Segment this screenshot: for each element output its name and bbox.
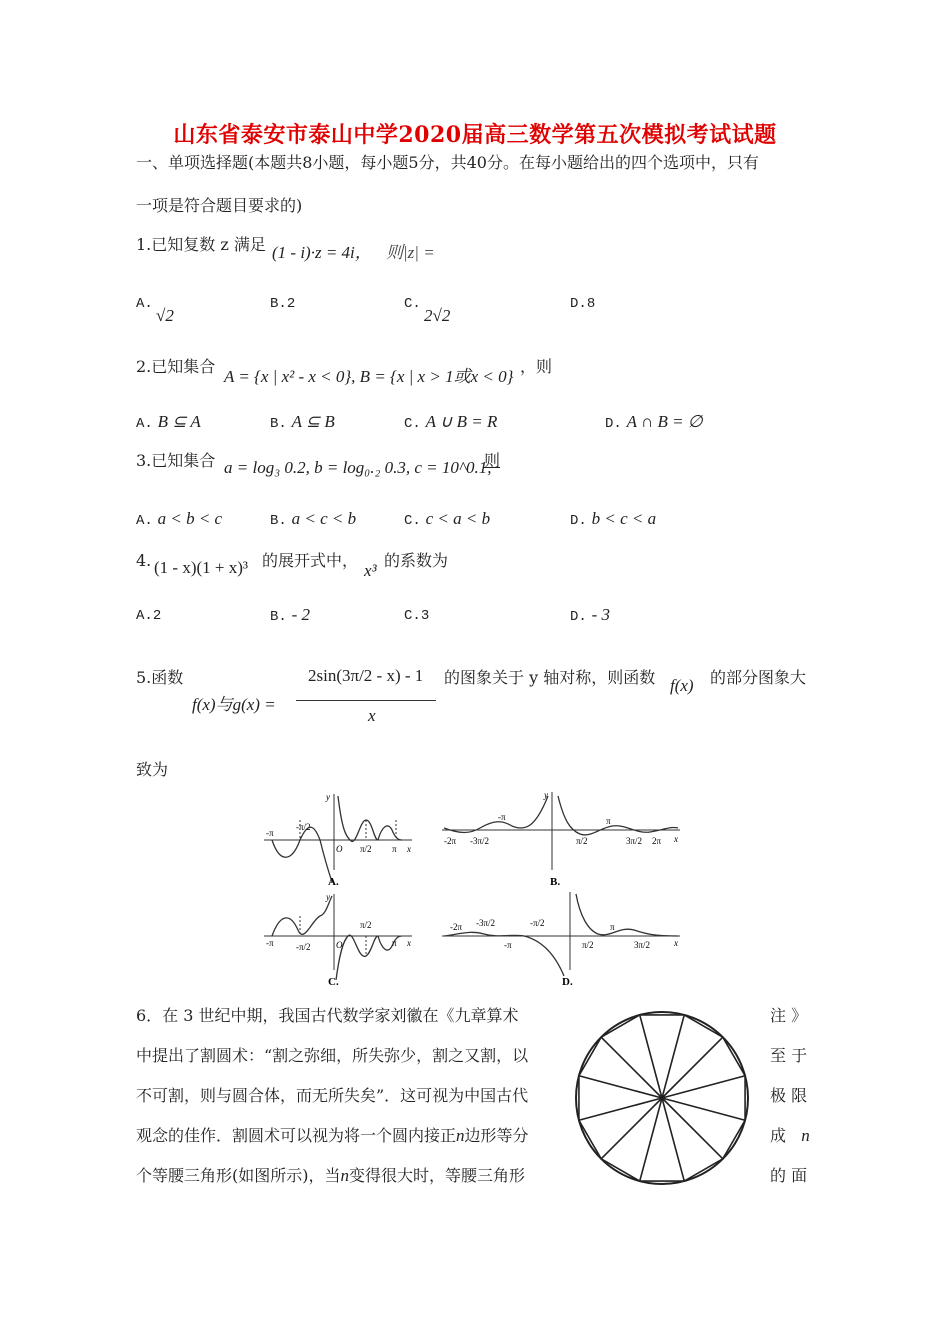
graph-d-tick: -π/2 xyxy=(530,918,545,928)
graph-b-tick: -2π xyxy=(444,836,457,846)
polygon-spoke xyxy=(640,1015,662,1098)
polygon-spoke xyxy=(662,1037,723,1098)
q6-line-2: 中提出了割圆术：“割之弥细，所失弥少，割之又割，以 xyxy=(136,1046,529,1065)
q2-tail: ，则 xyxy=(520,357,553,376)
polygon-spoke xyxy=(662,1076,745,1098)
q1-option-c: C. xyxy=(404,296,421,312)
section-heading-line2: 一项是符合题目要求的) xyxy=(136,196,303,215)
q5-fx: f(x) xyxy=(670,676,694,695)
graph-c xyxy=(262,890,422,990)
q6-line-5-right: 的 面 xyxy=(770,1166,808,1185)
q6-line-4: 观念的佳作．割圆术可以视为将一个圆内接正n边形等分 xyxy=(136,1126,529,1145)
q2-option-a: A. B ⊆ A xyxy=(136,412,201,432)
graph-b-tick: π/2 xyxy=(576,836,588,846)
polygon-spoke xyxy=(662,1098,745,1120)
graph-c-tick: -π xyxy=(266,938,274,948)
graph-a-tick: -π xyxy=(266,828,274,838)
graph-c-caption: C. xyxy=(328,976,339,988)
q4-tail: 的系数为 xyxy=(384,551,449,570)
polygon-spoke xyxy=(640,1098,662,1181)
q2-option-c: C. A ∪ B = R xyxy=(404,412,498,432)
graph-d-tick: x xyxy=(674,938,678,948)
q3-expression: a = log₃ 0.2, b = log₀.₂ 0.3, c = 10^0.1, xyxy=(224,458,492,477)
q1-option-d: D.8 xyxy=(570,296,596,312)
q5-lhs: f(x)与g(x) = xyxy=(192,695,276,714)
q5-numerator: 2sin(3π/2 - x) - 1 xyxy=(308,666,424,685)
q4-mid: 的展开式中， xyxy=(262,551,359,570)
graph-d-tick: -2π xyxy=(450,922,463,932)
graph-a-tick: O xyxy=(336,844,343,854)
q2-expression: A = {x | x² - x < 0}, B = {x | x > 1或x < 0} xyxy=(224,367,514,386)
graph-a-caption: A. xyxy=(328,876,339,888)
graph-b-tick: x xyxy=(674,834,678,844)
section-heading-line1: 一、单项选择题(本题共8小题，每小题5分，共40分。在每小题给出的四个选项中，只有 xyxy=(136,153,759,172)
polygon-spoke xyxy=(662,1015,684,1098)
graph-a xyxy=(262,790,422,890)
q1-option-b: B.2 xyxy=(270,296,296,312)
graph-a-tick: y xyxy=(326,792,330,802)
graph-a-tick: π xyxy=(392,844,397,854)
graph-d-tick: -π xyxy=(504,940,512,950)
q3-tail: 则 xyxy=(484,451,501,470)
graph-b-tick: -3π/2 xyxy=(470,836,490,846)
q5-fraction-bar xyxy=(296,700,436,701)
inscribed-polygon-figure xyxy=(572,1008,752,1188)
q3-option-b: B. a < c < b xyxy=(270,509,357,529)
graph-c-tick: -π/2 xyxy=(296,942,311,952)
page-title: 山东省泰安市泰山中学2020届高三数学第五次模拟考试试题 xyxy=(173,122,777,148)
q6-line-1-right: 注 》 xyxy=(770,1006,808,1025)
graph-d-tick: -3π/2 xyxy=(476,918,496,928)
q6-line-2-right: 至 于 xyxy=(770,1046,808,1065)
q2-option-b: B. A ⊆ B xyxy=(270,412,335,432)
q1-option-c-value: 2√2 xyxy=(424,306,451,325)
graph-d xyxy=(440,890,690,990)
q5-text1: 的图象关于 y 轴对称，则函数 xyxy=(444,668,656,687)
q5-text2: 的部分图象大 xyxy=(710,668,807,687)
graph-b-tick: -π xyxy=(498,812,506,822)
q4-option-d: D. - 3 xyxy=(570,605,611,625)
graph-c-tick: x xyxy=(407,938,411,948)
q1-stem: 1.已知复数 z 满足 xyxy=(136,235,266,254)
polygon-spoke xyxy=(579,1076,662,1098)
graph-c-tick: O xyxy=(336,940,343,950)
q1-tail: 则|z| = xyxy=(386,243,435,262)
q4-option-c: C.3 xyxy=(404,608,430,624)
graph-c-tick: π/2 xyxy=(360,920,372,930)
q1-option-d-value: 8 xyxy=(586,296,596,312)
q6-line-3: 不可割，则与圆合体，而无所失矣”．这可视为中国古代 xyxy=(136,1086,529,1105)
graph-d-tick: π xyxy=(610,922,615,932)
graph-b-tick: y xyxy=(544,790,548,800)
q6-line-3-right: 极 限 xyxy=(770,1086,808,1105)
q3-option-c: C. c < a < b xyxy=(404,509,491,529)
q3-option-a: A. a < b < c xyxy=(136,509,223,529)
graph-a-tick: x xyxy=(407,844,411,854)
q5-stem: 5.函数 xyxy=(136,668,184,687)
graph-a-tick: -π/2 xyxy=(296,822,311,832)
graph-a-tick: π/2 xyxy=(360,844,372,854)
q4-option-b: B. - 2 xyxy=(270,605,311,625)
q1-option-b-value: 2 xyxy=(286,296,296,312)
graph-b-tick: 3π/2 xyxy=(626,836,643,846)
polygon-spoke xyxy=(662,1098,723,1159)
graph-b-tick: 2π xyxy=(652,836,662,846)
q3-option-d: D. b < c < a xyxy=(570,509,657,529)
polygon-spoke xyxy=(579,1098,662,1120)
q5-denominator: x xyxy=(368,706,376,725)
q6-line-5: 个等腰三角形(如图所示)，当n变得很大时，等腰三角形 xyxy=(136,1166,526,1185)
q4-option-a: A.2 xyxy=(136,608,162,624)
option-label: A. xyxy=(136,296,153,312)
q4-stem: 4. xyxy=(136,551,152,570)
q3-stem: 3.已知集合 xyxy=(136,451,216,470)
q1-option-a-value: √2 xyxy=(156,306,174,325)
graph-d-tick: 3π/2 xyxy=(634,940,651,950)
graph-c-tick: y xyxy=(326,892,330,902)
q1-expression: (1 - i)·z = 4i， xyxy=(272,243,372,262)
q4-expression: (1 - x)(1 + x)³ xyxy=(154,558,248,577)
graph-b xyxy=(440,790,690,890)
polygon-spoke xyxy=(601,1098,662,1159)
graph-d-caption: D. xyxy=(562,976,573,988)
q1-option-a xyxy=(136,293,153,312)
q2-option-d: D. A ∩ B = ∅ xyxy=(605,412,703,432)
graph-d-tick: π/2 xyxy=(582,940,594,950)
graph-c-tick: π xyxy=(392,938,397,948)
graph-b-tick: π xyxy=(606,816,611,826)
q2-stem: 2.已知集合 xyxy=(136,357,216,376)
q6-line-4-right: 成 n xyxy=(770,1126,810,1145)
polygon-spoke xyxy=(601,1037,662,1098)
q6-line-1: 6．在 3 世纪中期，我国古代数学家刘徽在《九章算术 xyxy=(136,1006,519,1025)
q4-term: x³ xyxy=(364,561,377,580)
graph-b-caption: B. xyxy=(550,876,561,888)
q5-text3: 致为 xyxy=(136,760,169,779)
polygon-spoke xyxy=(662,1098,684,1181)
